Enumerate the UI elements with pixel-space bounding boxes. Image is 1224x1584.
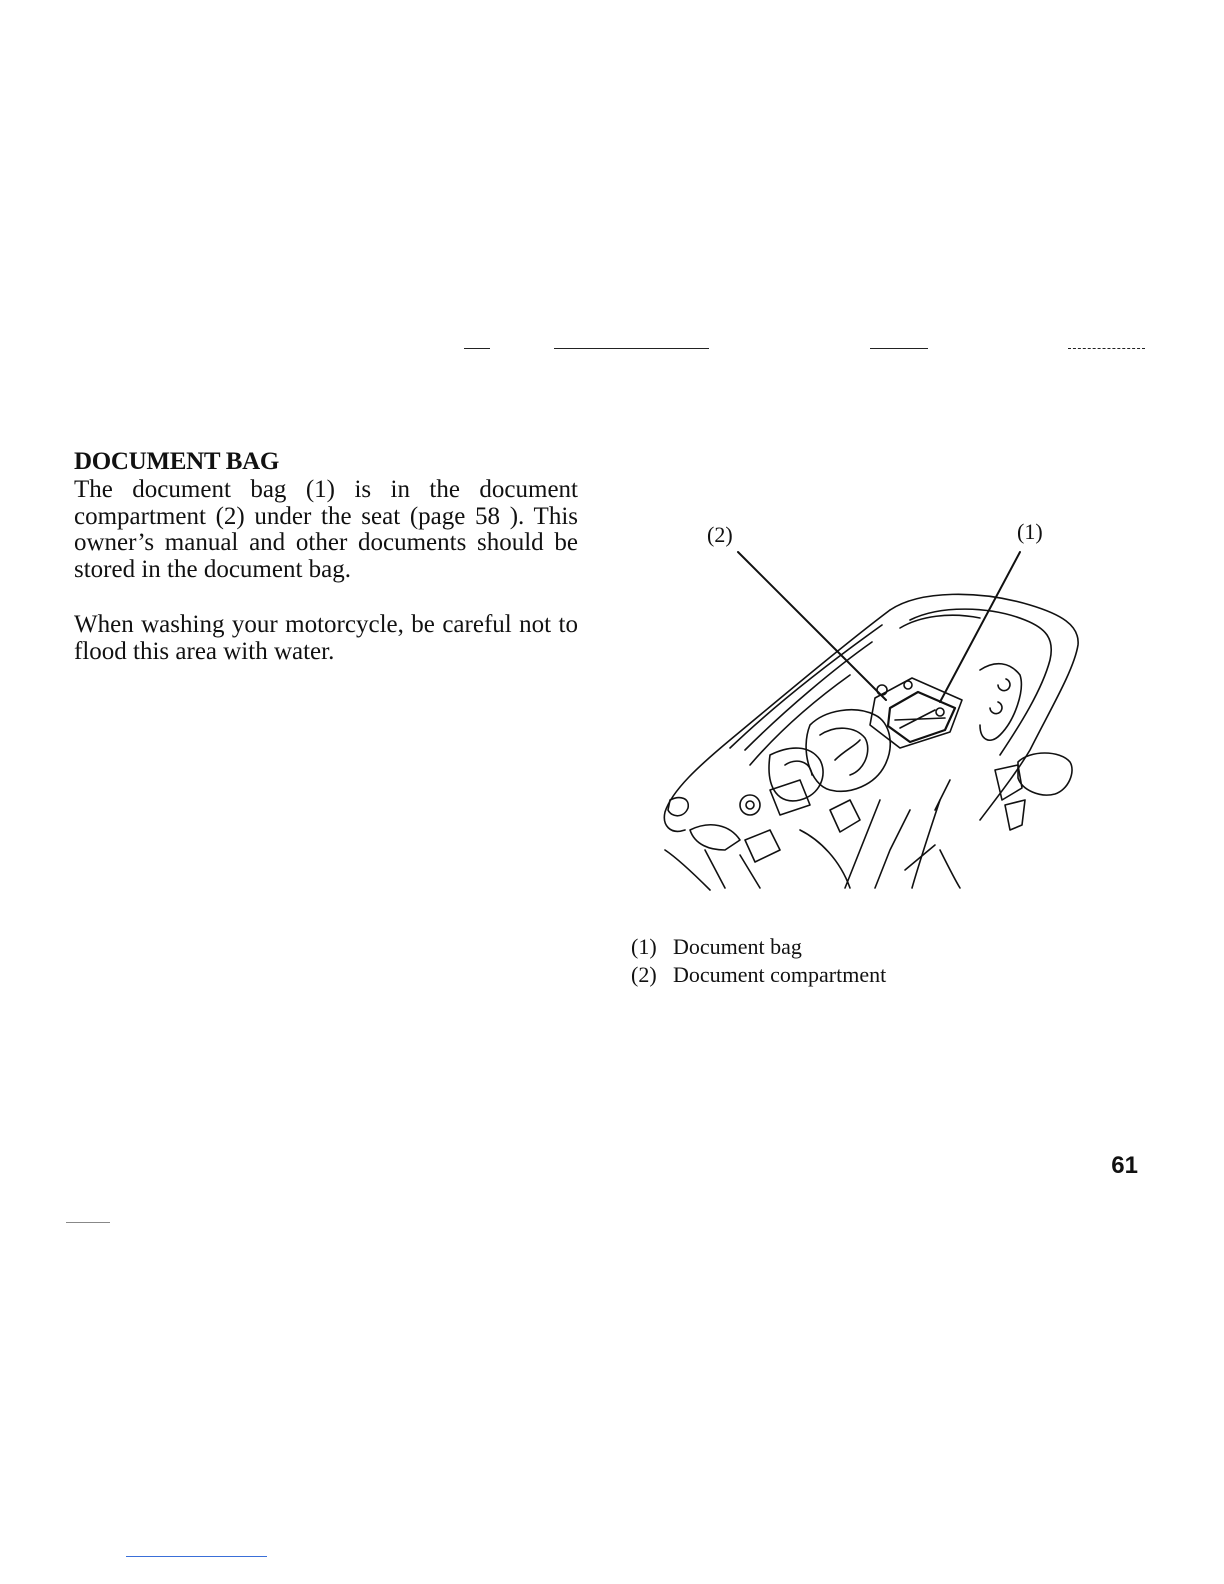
callout-compartment: (2) — [707, 522, 733, 547]
indicator-lamp — [1018, 753, 1072, 795]
motorcycle-seat-illustration — [650, 550, 1090, 895]
tail-cowl-outline — [890, 594, 1078, 820]
page-number: 61 — [1111, 1152, 1138, 1179]
top-rule-2 — [554, 348, 709, 349]
legend-number: (1) — [631, 934, 657, 959]
legend-text: Document compartment — [673, 962, 887, 987]
legend-item-1 — [631, 933, 802, 961]
legend-number: (2) — [631, 962, 657, 987]
top-rule-4 — [1068, 348, 1145, 349]
washing-paragraph: When washing your motorcycle, be careful not to flood this area with water. — [74, 611, 578, 665]
legend-text: Document bag — [673, 934, 802, 959]
bottom-link-underline — [126, 1556, 267, 1557]
section-heading: DOCUMENT BAG — [74, 448, 279, 475]
bottom-left-rule — [66, 1222, 110, 1223]
top-rule-1 — [464, 348, 490, 349]
intro-paragraph: The document bag (1) is in the document compartment (2) under the seat (page 58 ). This owner’s manual and other documents should be stored in the document bag. — [74, 476, 578, 583]
top-rule-3 — [870, 348, 928, 349]
legend-item-2 — [631, 961, 886, 989]
callout-bag: (1) — [1017, 519, 1043, 544]
